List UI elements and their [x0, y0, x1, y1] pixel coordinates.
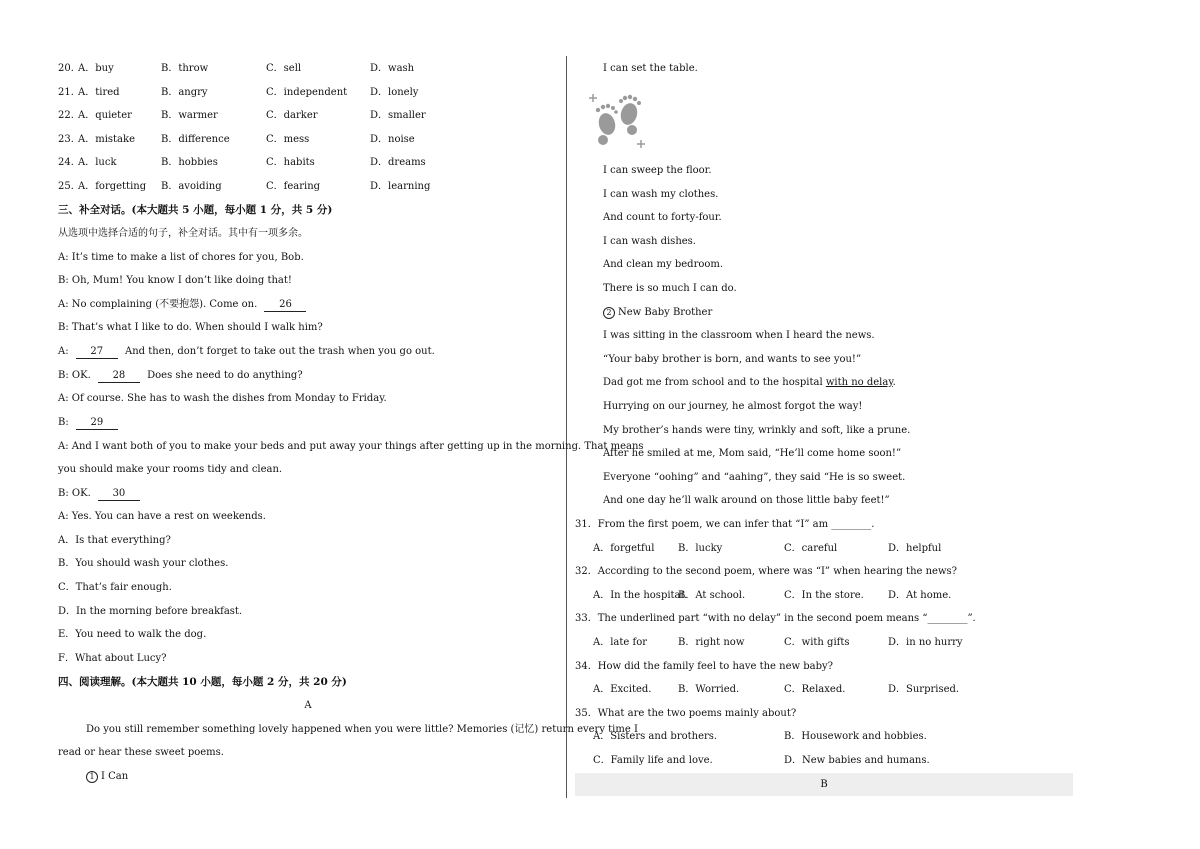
poem-line: There is so much I can do. — [603, 283, 737, 294]
poem-line: And clean my bedroom. — [603, 259, 724, 270]
poem-number-badge: 1 — [86, 771, 98, 783]
footprints-icon — [585, 90, 649, 150]
dialog-line: A: Yes. You can have a rest on weekends. — [58, 511, 266, 522]
dialog-line: B: OK. 30 — [58, 487, 144, 501]
section-4-title: 四、阅读理解。(本大题共 10 小题，每小题 2 分，共 20 分) — [58, 676, 347, 688]
dialog-line: A: It’s time to make a list of chores for you, Bob. — [58, 252, 304, 263]
options-row-21: 21． A．tired B．angry C．independent D．lonely — [58, 87, 419, 98]
question-35-options-row-1 — [575, 730, 1075, 744]
option-c[interactable]: C．In the store. — [784, 590, 864, 601]
poem-line: I can wash dishes. — [603, 236, 696, 247]
options-row-20: 20． A．buy B．throw C．sell D．wash — [58, 63, 415, 74]
choice-b: B．You should wash your clothes. — [58, 558, 229, 569]
poem-line: “Your baby brother is born, and wants to see you!” — [603, 354, 862, 365]
question-35-options-row-2 — [575, 754, 1075, 768]
options-row-22: 22． A．quieter B．warmer C．darker D．smaller — [58, 110, 426, 121]
question-32-options — [575, 589, 1075, 603]
option-b[interactable]: B．lucky — [678, 543, 723, 554]
option-c[interactable]: C．with gifts — [784, 637, 850, 648]
option-d[interactable]: D．in no hurry — [888, 637, 963, 648]
option-a[interactable]: A．forgetful — [593, 543, 655, 554]
option-b[interactable]: B．right now — [678, 637, 745, 648]
answer-blank-27[interactable]: 27 — [76, 346, 118, 359]
option-a[interactable]: A．Sisters and brothers. — [593, 731, 718, 742]
poem-line: And count to forty-four. — [603, 212, 722, 223]
options-row-23: 23． A．mistake B．difference C．mess D．noise — [58, 134, 415, 145]
option-b[interactable]: B．At school. — [678, 590, 746, 601]
option-a[interactable]: A．Excited. — [593, 684, 652, 695]
dialog-line: A: No complaining (不要抱怨). Come on. 26 — [58, 298, 310, 312]
question-31-options — [575, 542, 1075, 556]
poem-line: Dad got me from school and to the hospital with no delay. — [603, 377, 896, 388]
section-3-instruction: 从选项中选择合适的句子，补全对话。其中有一项多余。 — [58, 228, 308, 239]
option-a[interactable]: A．late for — [593, 637, 647, 648]
dialog-line: A: 27 And then, don’t forget to take out the trash when you go out. — [58, 346, 435, 357]
poem-2-heading: 2 New Baby Brother — [603, 306, 712, 320]
question-34-options — [575, 683, 1075, 697]
question-34: 34．How did the family feel to have the new baby? — [575, 661, 834, 672]
section-3-title: 三、补全对话。(本大题共 5 小题，每小题 1 分，共 5 分) — [58, 204, 333, 216]
question-33-options — [575, 636, 1075, 650]
dialog-line: you should make your rooms tidy and clean. — [58, 464, 283, 475]
poem-line: And one day he’ll walk around on those little baby feet!” — [603, 495, 890, 506]
option-b[interactable]: B．Worried. — [678, 684, 740, 695]
question-31: 31．From the first poem, we can infer that “I” am ________. — [575, 519, 875, 530]
option-b[interactable]: B．Housework and hobbies. — [784, 731, 927, 742]
poem-1-heading: 1 I Can — [86, 770, 128, 784]
poem-number-badge: 2 — [603, 307, 615, 319]
question-33: 33．The underlined part “with no delay” in the second poem means “________”. — [575, 613, 976, 624]
choice-d: D．In the morning before breakfast. — [58, 606, 243, 617]
poem-line: After he smiled at me, Mom said, “He’ll come home soon!” — [603, 448, 902, 459]
poem-line: Hurrying on our journey, he almost forgot the way! — [603, 401, 863, 412]
question-35: 35．What are the two poems mainly about? — [575, 708, 797, 719]
answer-blank-30[interactable]: 30 — [98, 488, 140, 501]
passage-letter-a: A — [304, 700, 312, 711]
option-d[interactable]: D．New babies and humans. — [784, 755, 930, 766]
poem-line: I can set the table. — [603, 63, 698, 74]
choice-f: F．What about Lucy? — [58, 653, 167, 664]
answer-blank-26[interactable]: 26 — [264, 299, 306, 312]
poem-line: I was sitting in the classroom when I heard the news. — [603, 330, 875, 341]
underlined-phrase: with no delay — [825, 377, 893, 388]
choice-c: C．That’s fair enough. — [58, 582, 172, 593]
poem-line: Everyone “oohing” and “aahing”, they said “He is so sweet. — [603, 472, 906, 483]
option-d[interactable]: D．At home. — [888, 590, 952, 601]
poem-line: My brother’s hands were tiny, wrinkly and soft, like a prune. — [603, 425, 911, 436]
dialog-line: B: 29 — [58, 416, 122, 430]
option-c[interactable]: C．Family life and love. — [593, 755, 713, 766]
dialog-line: A: Of course. She has to wash the dishes from Monday to Friday. — [58, 393, 387, 404]
question-32: 32．According to the second poem, where was “I” when hearing the news? — [575, 566, 958, 577]
dialog-line: A: And I want both of you to make your beds and put away your things after getting up in the morning. That means — [58, 441, 644, 452]
dialog-line: B: That’s what I like to do. When should I walk him? — [58, 322, 323, 333]
poem-line: I can wash my clothes. — [603, 189, 719, 200]
dialog-line: B: Oh, Mum! You know I don’t like doing that! — [58, 275, 292, 286]
option-a[interactable]: A．In the hospital. — [593, 590, 687, 601]
choice-a: A．Is that everything? — [58, 535, 171, 546]
option-d[interactable]: D．helpful — [888, 543, 942, 554]
passage-intro: read or hear these sweet poems. — [58, 747, 224, 758]
passage-intro: Do you still remember something lovely happened when you were little? Memories (记忆) return every time I — [86, 724, 638, 735]
answer-blank-29[interactable]: 29 — [76, 417, 118, 430]
options-row-25: 25． A．forgetting B．avoiding C．fearing D．learning — [58, 181, 431, 192]
poem-line: I can sweep the floor. — [603, 165, 712, 176]
options-row-24: 24． A．luck B．hobbies C．habits D．dreams — [58, 157, 426, 168]
option-c[interactable]: C．careful — [784, 543, 838, 554]
option-d[interactable]: D．Surprised. — [888, 684, 960, 695]
column-divider — [566, 56, 567, 798]
passage-b-header: B — [575, 773, 1073, 796]
dialog-line: B: OK. 28 Does she need to do anything? — [58, 370, 303, 381]
choice-e: E．You need to walk the dog. — [58, 629, 207, 640]
option-c[interactable]: C．Relaxed. — [784, 684, 846, 695]
answer-blank-28[interactable]: 28 — [98, 370, 140, 383]
